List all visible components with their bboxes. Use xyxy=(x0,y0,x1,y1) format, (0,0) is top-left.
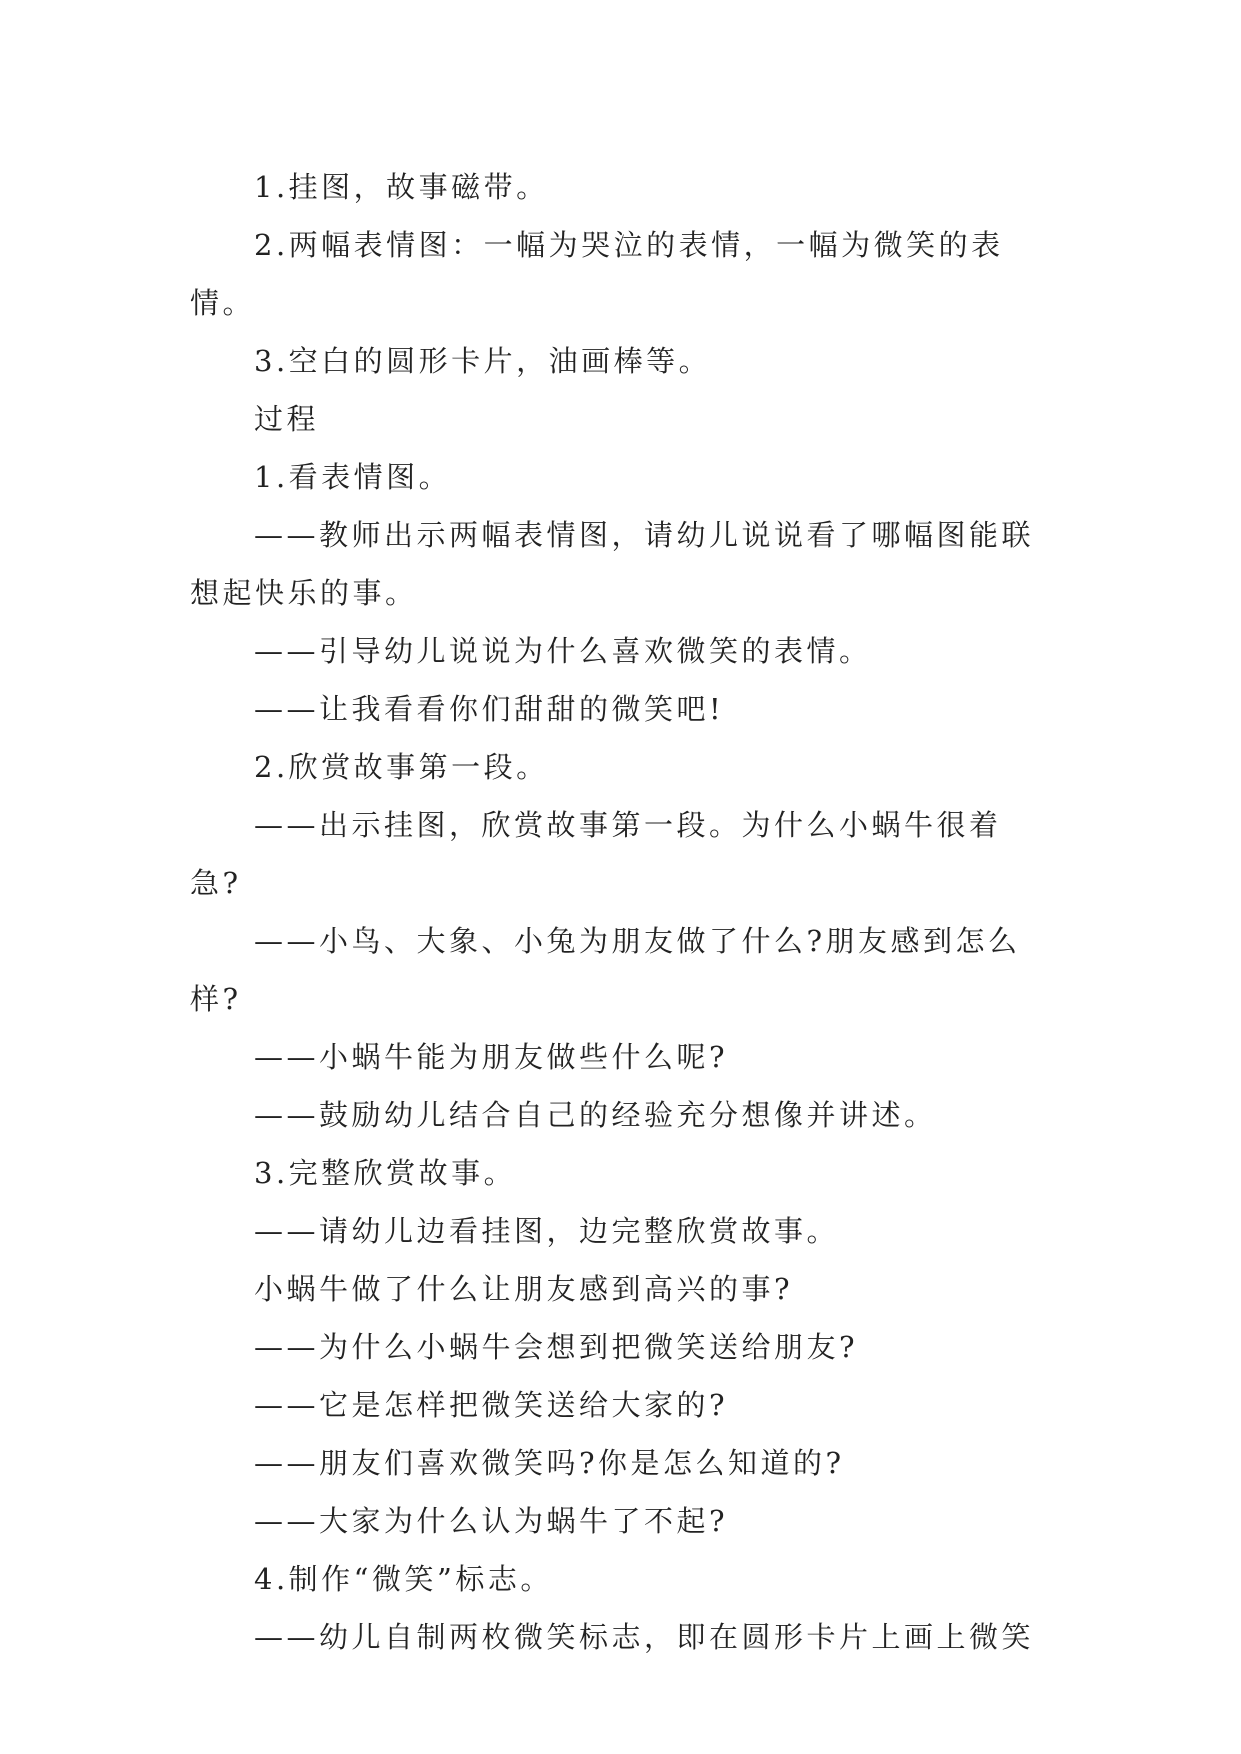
paragraph: ——大家为什么认为蜗牛了不起? xyxy=(254,1504,729,1538)
paragraph: ——朋友们喜欢微笑吗?你是怎么知道的? xyxy=(254,1446,845,1480)
document-body xyxy=(190,158,1050,1666)
paragraph: ——小鸟、大象、小兔为朋友做了什么?朋友感到怎么样? xyxy=(190,924,1021,1016)
paragraph: ——它是怎样把微笑送给大家的? xyxy=(254,1388,729,1422)
paragraph: ——为什么小蜗牛会想到把微笑送给朋友? xyxy=(254,1330,859,1364)
paragraph: ——小蜗牛能为朋友做些什么呢? xyxy=(254,1040,729,1074)
paragraph: 1.挂图，故事磁带。 xyxy=(254,170,549,204)
paragraph: 2.欣赏故事第一段。 xyxy=(254,750,549,784)
paragraph: ——引导幼儿说说为什么喜欢微笑的表情。 xyxy=(254,634,872,668)
paragraph: ——请幼儿边看挂图，边完整欣赏故事。 xyxy=(254,1214,840,1248)
paragraph: 3.空白的圆形卡片，油画棒等。 xyxy=(254,344,712,378)
paragraph: 2.两幅表情图：一幅为哭泣的表情，一幅为微笑的表情。 xyxy=(190,228,1004,320)
paragraph: ——幼儿自制两枚微笑标志，即在圆形卡片上画上微笑 xyxy=(254,1620,1035,1654)
paragraph: ——教师出示两幅表情图，请幼儿说说看了哪幅图能联想起快乐的事。 xyxy=(190,518,1035,610)
paragraph: 1.看表情图。 xyxy=(254,460,452,494)
paragraph: ——让我看看你们甜甜的微笑吧! xyxy=(254,692,725,726)
paragraph: ——出示挂图，欣赏故事第一段。为什么小蜗牛很着急? xyxy=(190,808,1002,900)
paragraph: 小蜗牛做了什么让朋友感到高兴的事? xyxy=(254,1272,794,1306)
section-heading: 过程 xyxy=(254,402,320,436)
paragraph: ——鼓励幼儿结合自己的经验充分想像并讲述。 xyxy=(254,1098,937,1132)
paragraph: 4.制作“微笑”标志。 xyxy=(254,1562,553,1596)
paragraph: 3.完整欣赏故事。 xyxy=(254,1156,517,1190)
